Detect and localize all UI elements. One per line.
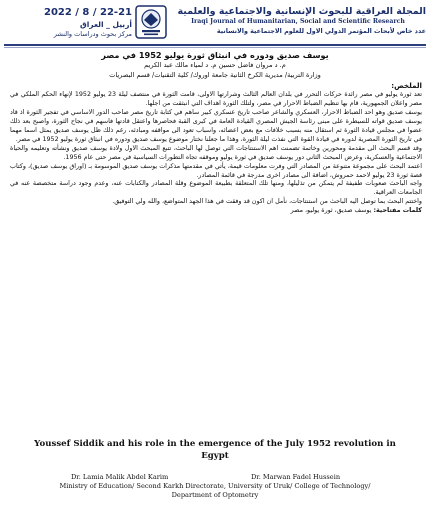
conference-city: أربيل _ العراق <box>80 20 132 29</box>
journal-title-english: Iraqi Journal of Humanitarian, Social and Scientific Research <box>191 18 405 25</box>
abstract-paragraph: واجه الباحث صعوبات طفيفة لم يتمكن من تذليلها، ومنها تلك المتعلقة بطبيعة الموضوع وقلة المصادر والكتابات عنه، وعدم وجود دراسة متخصصة عنه في الجامعات العراقية. <box>10 180 422 197</box>
abstract-paragraph: يوسف صديق وهو احد الضباط الاحرار، العسكري والشاعر صاحب تاريخ عسكري كبير ساهم في كتابة تاريخ مصر صاحب الدور الاساسي في تفجير الثورة اذ قاد يوسف صديق قواته للسيطرة على مبنى رئاسة الجيش المصري القيادة العامة في كبرى القبة فحاصرها واعتقل قادتها فاسهم في نجاح الثورة، واصبح بعد ذلك عضوا في مجلس قيادة الثورة ثم استقال منه بسبب خلافات مع بعض اعضائه، واسباب تعود الى مواقفه ومبادئه، رغم ذلك ظل يوسف صديق يمثل اسما مهما في تاريخ الثورة المصرية لدوره في قيادة القوة التي نفذت ليلة الثورة، وهذا ما جعلنا نختار موضوع يوسف صديق ودوره في انبثاق ثورة يوليو 1952 في مصر. <box>10 108 422 143</box>
abstract-paragraph: واختتم البحث بما توصل اليه الباحث من استنتاجات، نأمل ان اكون قد وفقت في هذا الجهد المتواضع، والله ولي التوفيق. <box>112 198 422 206</box>
conference-date: 2022 / 8 / 22-21 <box>43 7 132 18</box>
keywords-value: يوسف صديق، ثورة يوليو، مصر <box>290 207 372 215</box>
article-authors-arabic: م. د مروان فاضل حسين م. د لمياء مالك عبد الكريم <box>144 61 286 69</box>
article-title-arabic: يوسف صديق ودوره في انبثاق ثورة يوليو 1952 في مصر <box>101 50 329 60</box>
abstract-heading: الملخص: <box>391 81 422 90</box>
journal-title-block <box>170 6 426 35</box>
journal-header <box>2 3 428 43</box>
journal-logo-icon <box>135 5 167 39</box>
author-name: Dr. Lamia Malik Abdel Karim <box>71 473 169 481</box>
abstract-paragraph: اعتمد البحث على مجموعة متنوعة من المصادر التي وفرت معلومات قيمة، يأتي في مقدمتها مذكرات يوسف صديق الموسومة بـ (اوراق يوسف صديق)، وكتاب قصة ثورة 23 يوليو لاحمد حمروش، اضافة الى مصادر اخرى مدرجة في قائمة المصادر. <box>10 162 422 179</box>
article-title-english: Youssef Siddik and his role in the emergence of the July 1952 revolution in Egypt <box>34 439 396 461</box>
article-affiliation-arabic: وزارة التربية/ مديرية الكرخ الثانية جامعة اوروك/ كلية التقنيات/ قسم البصريات <box>109 71 321 79</box>
keywords-label: كلمات مفتاحية: <box>373 207 422 215</box>
header-divider <box>4 44 426 46</box>
special-issue-line: عدد خاص لأبحاث المؤتمر الدولي الاول للعلوم الاجتماعية والانسانية <box>216 27 426 35</box>
author-name: Dr. Marwan Fadel Hussein <box>251 473 341 481</box>
header-divider-thin <box>4 47 426 48</box>
abstract-paragraph: وقد قسم البحث الى مقدمة ومحورين وخاتمة تضمنت اهم الاستنتاجات التي توصل لها الباحث، تتبع المبحث الاول ولادة يوسف صديق ونشأته وتعليمه والحياة الاجتماعية والعسكرية، وعرض المبحث الثاني دور يوسف صديق في ثورة يوليو وموقفه تجاه التطورات السياسية في مصر حتى عام 1956. <box>10 144 422 161</box>
header-meta <box>10 7 132 38</box>
keywords-line <box>10 207 422 216</box>
journal-title-arabic: المجلة العراقية للبحوث الإنسانية والاجتماعية والعلمية <box>177 6 426 17</box>
research-center-name: مركز بحوث ودراسات والنشر <box>53 30 132 38</box>
article-affiliation-english: Ministry of Education/ Second Karkh Directorate, University of Uruk/ College of Technology/ Department of Optometry <box>59 482 371 499</box>
abstract-paragraph: تعد ثورة يوليو في مصر رائدة حركات التحرر في بلدان العالم الثالث وشرارتها الاولى، قامت الثورة في منتصف ليلة 23 يوليو 1952 لإنهاء الحكم الملكي في مصر واعلان الجمهورية، قام بها تنظيم الضباط الاحرار في مصر، ولتلك الثورة اهداف التي انبثقت من اجلها. <box>10 90 423 107</box>
abstract-arabic <box>10 82 422 216</box>
